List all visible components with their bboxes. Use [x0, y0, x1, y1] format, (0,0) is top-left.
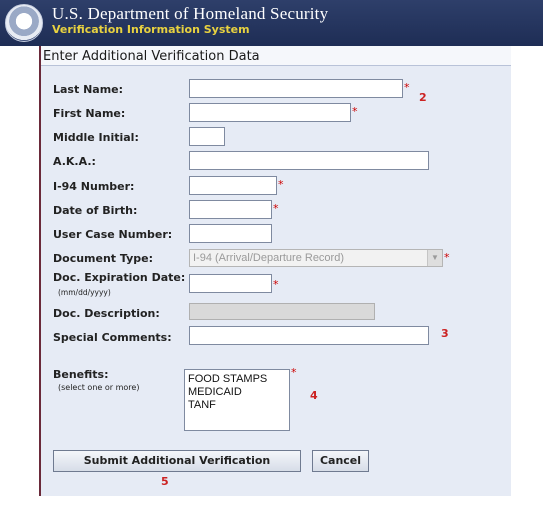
callout-3: 3	[441, 327, 449, 340]
document-type-selected: I-94 (Arrival/Departure Record)	[193, 252, 344, 264]
system-title: Verification Information System	[52, 23, 250, 36]
header-banner	[0, 0, 543, 46]
doc-description-input	[189, 303, 375, 320]
i94-number-input[interactable]	[189, 176, 277, 195]
user-case-number-input[interactable]	[189, 224, 272, 243]
callout-4: 4	[310, 389, 318, 402]
special-comments-input[interactable]	[189, 326, 429, 345]
i94-number-label: I-94 Number:	[53, 180, 135, 193]
dhs-seal-icon	[5, 4, 43, 42]
form-title: Enter Additional Verification Data	[41, 46, 511, 66]
aka-input[interactable]	[189, 151, 429, 170]
benefits-option[interactable]: TANF	[188, 399, 216, 411]
required-marker: *	[273, 202, 279, 215]
required-marker: *	[352, 105, 358, 118]
dob-label: Date of Birth:	[53, 204, 138, 217]
last-name-input[interactable]	[189, 79, 403, 98]
special-comments-label: Special Comments:	[53, 331, 172, 344]
required-marker: *	[273, 278, 279, 291]
doc-description-label: Doc. Description:	[53, 307, 160, 320]
callout-2: 2	[419, 91, 427, 104]
aka-label: A.K.A.:	[53, 155, 96, 168]
dob-input[interactable]	[189, 200, 272, 219]
required-marker: *	[278, 178, 284, 191]
submit-verification-button[interactable]: Submit Additional Verification	[53, 450, 301, 472]
benefits-hint: (select one or more)	[58, 383, 140, 392]
doc-expiration-input[interactable]	[189, 274, 272, 293]
benefits-option[interactable]: FOOD STAMPS	[188, 373, 268, 385]
middle-initial-input[interactable]	[189, 127, 225, 146]
benefits-option[interactable]: MEDICAID	[188, 386, 242, 398]
first-name-label: First Name:	[53, 107, 126, 120]
benefits-label: Benefits:	[53, 368, 109, 381]
doc-expiration-hint: (mm/dd/yyyy)	[58, 288, 111, 297]
required-marker: *	[291, 366, 297, 379]
middle-initial-label: Middle Initial:	[53, 131, 139, 144]
doc-expiration-label: Doc. Expiration Date:	[53, 271, 186, 284]
department-title: U.S. Department of Homeland Security	[52, 4, 329, 23]
required-marker: *	[444, 251, 450, 264]
callout-5: 5	[161, 475, 169, 488]
last-name-label: Last Name:	[53, 83, 124, 96]
document-type-label: Document Type:	[53, 252, 153, 265]
chevron-down-icon[interactable]: ▼	[427, 250, 442, 266]
required-marker: *	[404, 81, 410, 94]
user-case-number-label: User Case Number:	[53, 228, 173, 241]
benefits-listbox[interactable]	[184, 369, 290, 431]
document-type-select[interactable]	[189, 249, 443, 267]
first-name-input[interactable]	[189, 103, 351, 122]
cancel-button[interactable]: Cancel	[312, 450, 369, 472]
